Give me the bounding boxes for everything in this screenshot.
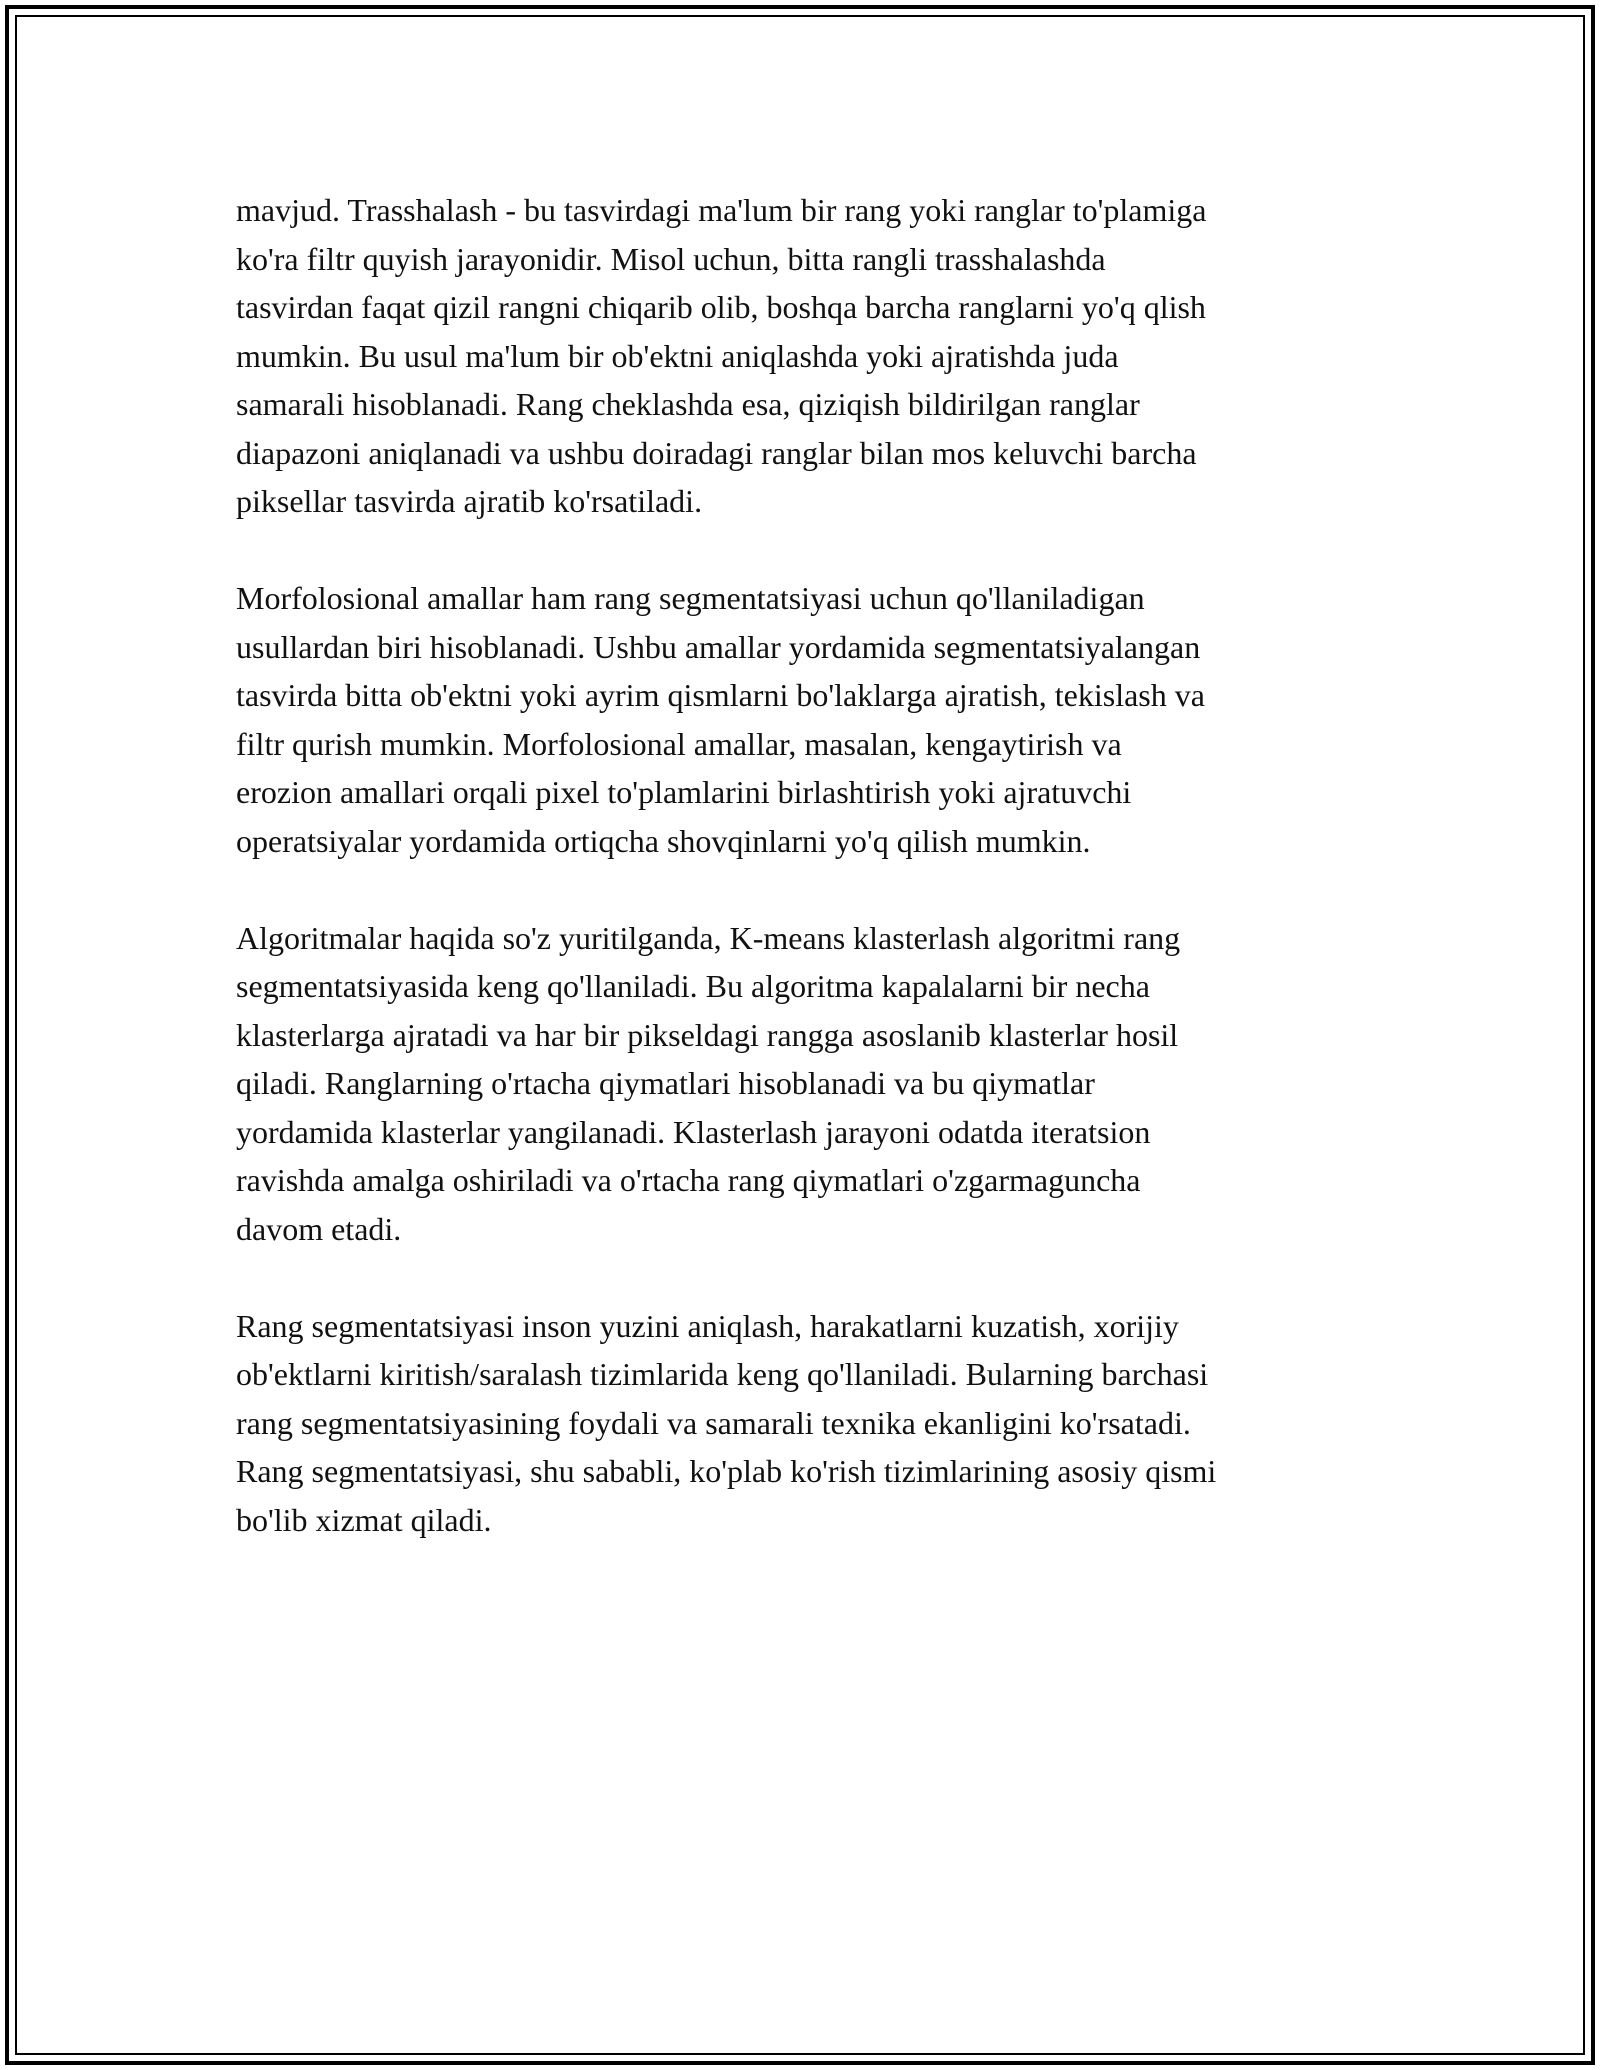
paragraph-k-means: Algoritmalar haqida so'z yuritilganda, K-means klasterlash algoritmi rang segmentatsiyasida keng qo'llaniladi. Bu algoritma kapalalarni bir necha klasterlarga ajratadi va har bir pikseldagi rangga asoslanib klasterlar hosil qiladi. Ranglarning o'rtacha qiymatlari hisoblanadi va bu qiymatlar yordamida klasterlar yangilanadi. Klasterlash jarayoni odatda iteratsion ravishda amalga oshiriladi va o'rtacha rang qiymatlari o'zgarmaguncha davom etadi. [236, 919, 1181, 1247]
document-body [236, 186, 1366, 1593]
paragraph-trasshalash: mavjud. Trasshalash - bu tasvirdagi ma'lum bir rang yoki ranglar to'plamiga ko'ra filtr quyish jarayonidir. Misol uchun, bitta rangli trasshalashda tasvirdan faqat qizil rangni chiqarib olib, boshqa barcha ranglarni yo'q qlish mumkin. Bu usul ma'lum bir ob'ektni aniqlashda yoki ajratishda juda samarali hisoblanadi. Rang cheklashda esa, qiziqish bildirilgan ranglar diapazoni aniqlanadi va ushbu doiradagi ranglar bilan mos keluvchi barcha piksellar tasvirda ajratib ko'rsatiladi. [236, 192, 1207, 519]
paragraph-qollanilishi: Rang segmentatsiyasi inson yuzini aniqlash, harakatlarni kuzatish, xorijiy ob'ektlarni kiritish/saralash tizimlarida keng qo'llaniladi. Bularning barchasi rang segmentatsiyasining foydali va samarali texnika ekanligini ko'rsatadi. Rang segmentatsiyasi, shu sababli, ko'plab ko'rish tizimlarining asosiy qismi bo'lib xizmat qiladi. [236, 1307, 1217, 1538]
paragraph-morfolosional-amallar: Morfolosional amallar ham rang segmentatsiyasi uchun qo'llaniladigan usullardan biri hisoblanadi. Ushbu amallar yordamida segmentatsiyalangan tasvirda bitta ob'ektni yoki ayrim qismlarni bo'laklarga ajratish, tekislash va filtr qurish mumkin. Morfolosional amallar, masalan, kengaytirish va erozion amallari orqali pixel to'plamlarini birlashtirish yoki ajratuvchi operatsiyalar yordamida ortiqcha shovqinlarni yo'q qilish mumkin. [236, 580, 1205, 859]
